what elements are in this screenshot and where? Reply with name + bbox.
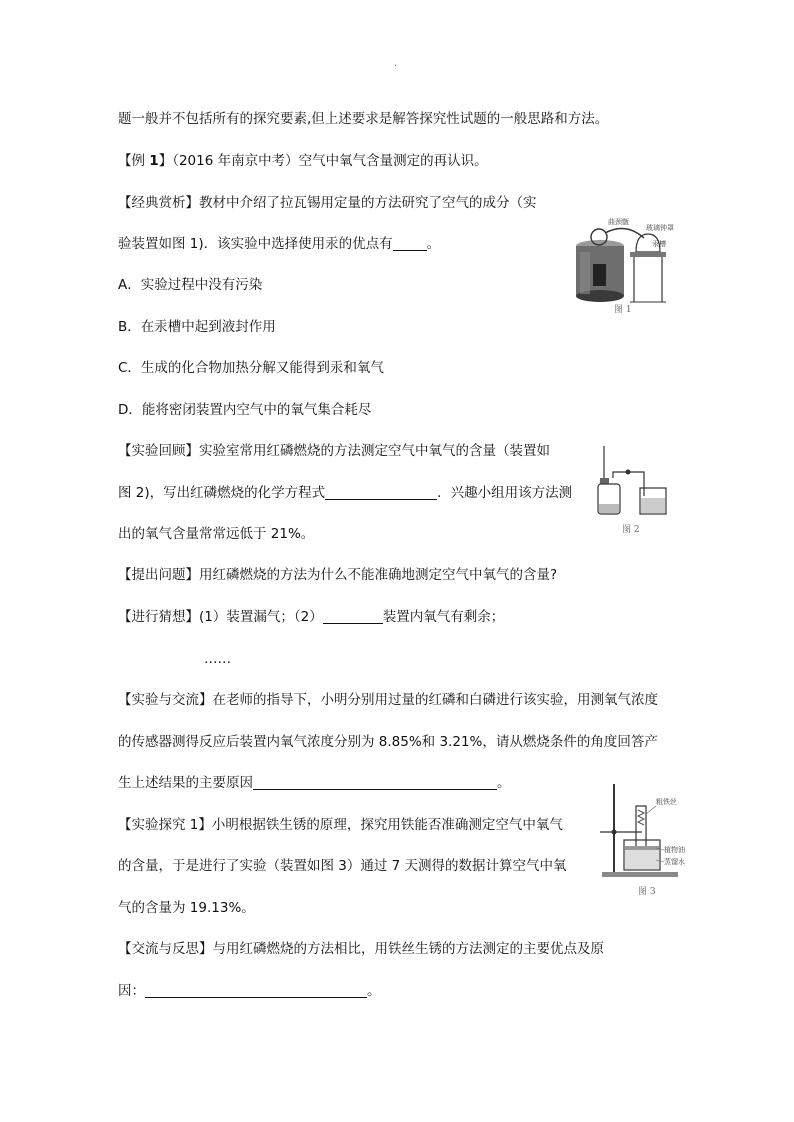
answer-blank-reason[interactable]: [253, 775, 497, 790]
example-number: 1: [149, 153, 159, 169]
exchange-line-3: [118, 774, 511, 792]
example-text: （2016 年南京中考）空气中氧气含量测定的再认识。: [172, 153, 488, 169]
explore-line-3: 气的含量为 19.13%。: [118, 900, 255, 916]
figure-2-red-phosphorus-apparatus: [592, 442, 682, 534]
figure-1-label-bell-jar: 玻璃钟罩: [646, 224, 674, 232]
figure-1-drawing: [566, 216, 678, 308]
header-mark: .: [394, 58, 398, 69]
hypothesis-text-a: 【进行猜想】(1）装置漏气；（2）: [118, 609, 323, 625]
review-text-b: ．兴趣小组用该方法测: [437, 485, 573, 501]
review-line-2: [118, 484, 572, 502]
option-d: D．能将密闭装置内空气中的氧气集合耗尽: [118, 402, 372, 418]
explore-line-1: 【实验探究 1】小明根据铁生锈的原理，探究用铁能否准确测定空气中氧气: [118, 817, 563, 833]
example-heading: [118, 152, 488, 170]
classic-analysis-text: 验装置如图 1)．该实验中选择使用汞的优点有: [118, 236, 393, 252]
review-line-1: 【实验回顾】实验室常用红磷燃烧的方法测定空气中氧气的含量（装置如: [118, 443, 550, 459]
option-c: C．生成的化合物加热分解又能得到汞和氧气: [118, 360, 384, 376]
option-b: B．在汞槽中起到液封作用: [118, 319, 276, 335]
figure-2-caption: 图 2: [622, 525, 640, 535]
explore-line-2: 的含量，于是进行了实验（装置如图 3）通过 7 天测得的数据计算空气中氧: [118, 858, 567, 874]
example-bracket-close: 】: [158, 153, 173, 169]
figure-3-iron-rust-apparatus: [598, 780, 710, 896]
answer-blank-equation[interactable]: [325, 485, 437, 500]
figure-1-caption: 图 1: [614, 305, 632, 315]
reflection-text: 因：: [118, 983, 145, 999]
review-text-a: 图 2)，写出红磷燃烧的化学方程式: [118, 485, 326, 501]
reflection-line-1: 【交流与反思】与用红磷燃烧的方法相比，用铁丝生锈的方法测定的主要优点及原: [118, 941, 604, 957]
hypothesis-line: [118, 608, 504, 626]
answer-blank-hypothesis[interactable]: [323, 609, 383, 624]
figure-1-label-mercury-trough: 汞槽: [652, 240, 666, 248]
figure-3-label-iron-wire: 粗铁丝: [656, 798, 677, 806]
exchange-text: 生上述结果的主要原因: [118, 775, 253, 791]
question-line: 【提出问题】用红磷燃烧的方法为什么不能准确地测定空气中氧气的含量?: [118, 567, 558, 583]
reflection-line-2: [118, 982, 381, 1000]
answer-blank-mercury[interactable]: [393, 236, 427, 251]
hypothesis-text-b: 装置内氧气有剩余；: [382, 609, 505, 625]
classic-analysis-end: 。: [426, 236, 441, 252]
figure-1-label-retort: 曲颈甑: [608, 218, 629, 226]
exchange-end: 。: [497, 775, 511, 791]
figure-3-caption: 图 3: [638, 887, 656, 897]
classic-analysis-line-2: [118, 235, 440, 253]
reflection-end: 。: [367, 983, 381, 999]
review-line-3: 出的氧气含量常常远低于 21%。: [118, 526, 315, 542]
figure-2-drawing: [592, 442, 682, 518]
figure-1-lavoisier-apparatus: [566, 216, 678, 320]
figure-3-label-vegetable-oil: 植物油: [664, 846, 685, 854]
intro-line: 题一般并不包括所有的探究要素,但上述要求是解答探究性试题的一般思路和方法。: [118, 111, 609, 127]
figure-3-label-distilled-water: 蒸馏水: [664, 858, 685, 866]
exchange-line-1: 【实验与交流】在老师的指导下，小明分别用过量的红磷和白磷进行该实验，用测氧气浓度: [118, 692, 658, 708]
figure-3-drawing: [598, 780, 710, 880]
example-bracket-open: 【例: [118, 153, 150, 169]
exchange-line-2: 的传感器测得反应后装置内氧气浓度分别为 8.85%和 3.21%，请从燃烧条件的角度回答产: [118, 734, 658, 750]
option-a: A．实验过程中没有污染: [118, 277, 263, 293]
ellipsis-line: ……: [204, 651, 231, 667]
answer-blank-advantage[interactable]: [145, 983, 367, 998]
classic-analysis-line-1: 【经典赏析】教材中介绍了拉瓦锡用定量的方法研究了空气的成分（实: [118, 195, 537, 211]
